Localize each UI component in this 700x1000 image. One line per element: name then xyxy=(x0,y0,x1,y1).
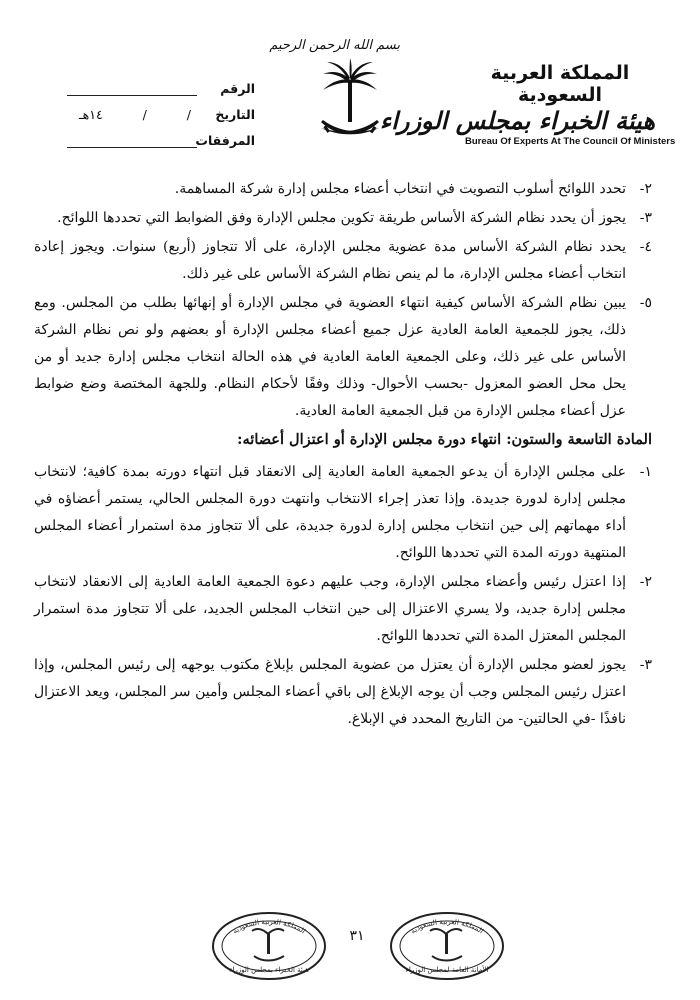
agency-name: هيئة الخبراء بمجلس الوزراء xyxy=(379,106,655,135)
date-year: ١٤هـ xyxy=(79,107,103,122)
date-row xyxy=(65,96,255,122)
letterhead xyxy=(0,0,700,178)
ref-number-label: الرقم xyxy=(220,81,255,96)
left-stamp-top-text: المملكة العربية السعودية xyxy=(231,917,307,936)
ref-number-line xyxy=(67,83,197,96)
right-stamp-top-text: المملكة العربية السعودية xyxy=(409,917,485,936)
clause-5 xyxy=(34,290,652,425)
clause-text: تحدد اللوائح أسلوب التصويت في انتخاب أعضاء مجلس إدارة شركة المساهمة. xyxy=(174,181,626,197)
clause-number: ٢- xyxy=(639,181,652,197)
right-stamp-seal-icon xyxy=(388,910,506,982)
clause-text: على مجلس الإدارة أن يدعو الجمعية العامة العادية إلى الانعقاد قبل انتهاء دورته بمدة كافية؛ لانتخاب مجلس إدارة لدورة جديدة. وإذا تعذر إجراء الانتخاب وانتهت دورة المجلس الحالي، يستمر أعضاؤه في أداء مهماتهم إلى حين انتخاب مجلس إدارة لدورة جديدة، على ألا تتجاوز مدة استمرار أعضاء المجلس المنتهية دورته المدة التي تحددها اللوائح. xyxy=(34,464,626,561)
page-footer xyxy=(0,910,700,1000)
article-clause-1 xyxy=(34,459,652,567)
date-sep-2: / xyxy=(142,107,147,122)
ref-number-row xyxy=(65,70,255,96)
organization-block xyxy=(379,62,676,148)
date-label: التاريخ xyxy=(215,107,255,122)
clause-text: يبين نظام الشركة الأساس كيفية انتهاء العضوية في مجلس الإدارة أو إنهائها بطلب من المجلس. ومع ذلك، يجوز للجمعية العامة العادية عزل جميع أعضاء مجلس الإدارة أو بعضهم ولو نص نظام الشركة الأساس على غير ذلك، وعلى الجمعية العامة العادية في هذه الحالة انتخاب مجلس إدارة جديد أو من يحل محل العضو المعزول -بحسب الأحوال- وذلك وفقًا لأحكام النظام. وللجهة المختصة وضع ضوابط عزل أعضاء مجلس الإدارة من قبل الجمعية العامة العادية. xyxy=(34,295,626,419)
basmala: بسم الله الرحمن الرحيم xyxy=(269,38,400,53)
country-name: المملكة العربية السعودية xyxy=(490,62,630,106)
article-clause-2 xyxy=(34,569,652,650)
clause-2 xyxy=(34,176,652,203)
clause-text: إذا اعتزل رئيس وأعضاء مجلس الإدارة، وجب عليهم دعوة الجمعية العامة العادية إلى الانعقاد لانتخاب مجلس إدارة جديد، ولا يسري الاعتزال إلى حين انتخاب المجلس الجديد، على ألا تتجاوز مدة استمرار المجلس المعتزل المدة التي تحددها اللوائح. xyxy=(34,574,626,644)
clause-text: يجوز لعضو مجلس الإدارة أن يعتزل من عضوية المجلس بإبلاغ مكتوب يوجهه إلى رئيس المجلس، وإذا اعتزل رئيس المجلس وجب أن يوجه الإبلاغ إلى باقي أعضاء المجلس وأمين سر المجلس، ويعد الاعتزال نافذًا -في الحالتين- من التاريخ المحدد في الإبلاغ. xyxy=(34,657,626,727)
left-stamp-seal-icon xyxy=(210,910,328,982)
article-heading: المادة التاسعة والستون: انتهاء دورة مجلس الإدارة أو اعتزال أعضائه: xyxy=(237,431,652,448)
clause-text: يحدد نظام الشركة الأساس مدة عضوية مجلس الإدارة، على ألا تتجاوز (أربع) سنوات. ويجوز إعادة انتخاب أعضاء مجلس الإدارة، ما لم ينص نظام الشركة الأساس على غير ذلك. xyxy=(34,239,626,282)
clause-number: ٣- xyxy=(639,657,652,673)
clause-3 xyxy=(34,205,652,232)
clause-number: ١- xyxy=(639,464,652,480)
clause-number: ٣- xyxy=(639,210,652,226)
clause-number: ٢- xyxy=(639,574,652,590)
palm-swords-emblem-icon xyxy=(315,58,385,148)
right-stamp-bottom-text: الأمانة العامة لمجلس الوزراء xyxy=(405,966,489,974)
clause-text: يجوز أن يحدد نظام الشركة الأساس طريقة تكوين مجلس الإدارة وفق الضوابط التي تحددها اللوائح. xyxy=(57,210,626,226)
attachments-line xyxy=(67,135,197,148)
article-clause-3 xyxy=(34,652,652,733)
attachments-label: المرفقات xyxy=(195,133,255,148)
agency-english-name: Bureau Of Experts At The Council Of Ministers xyxy=(465,136,676,147)
page-number: ٣١ xyxy=(349,928,365,944)
date-placeholder xyxy=(65,107,197,122)
date-sep-1: / xyxy=(186,107,191,122)
clause-number: ٥- xyxy=(639,295,652,311)
reference-fields xyxy=(65,70,255,148)
document-body xyxy=(34,176,652,733)
left-stamp-bottom-text: هيئة الخبراء بمجلس الوزراء xyxy=(229,966,309,974)
clause-4 xyxy=(34,234,652,288)
clause-number: ٤- xyxy=(639,239,652,255)
attachments-row xyxy=(65,122,255,148)
